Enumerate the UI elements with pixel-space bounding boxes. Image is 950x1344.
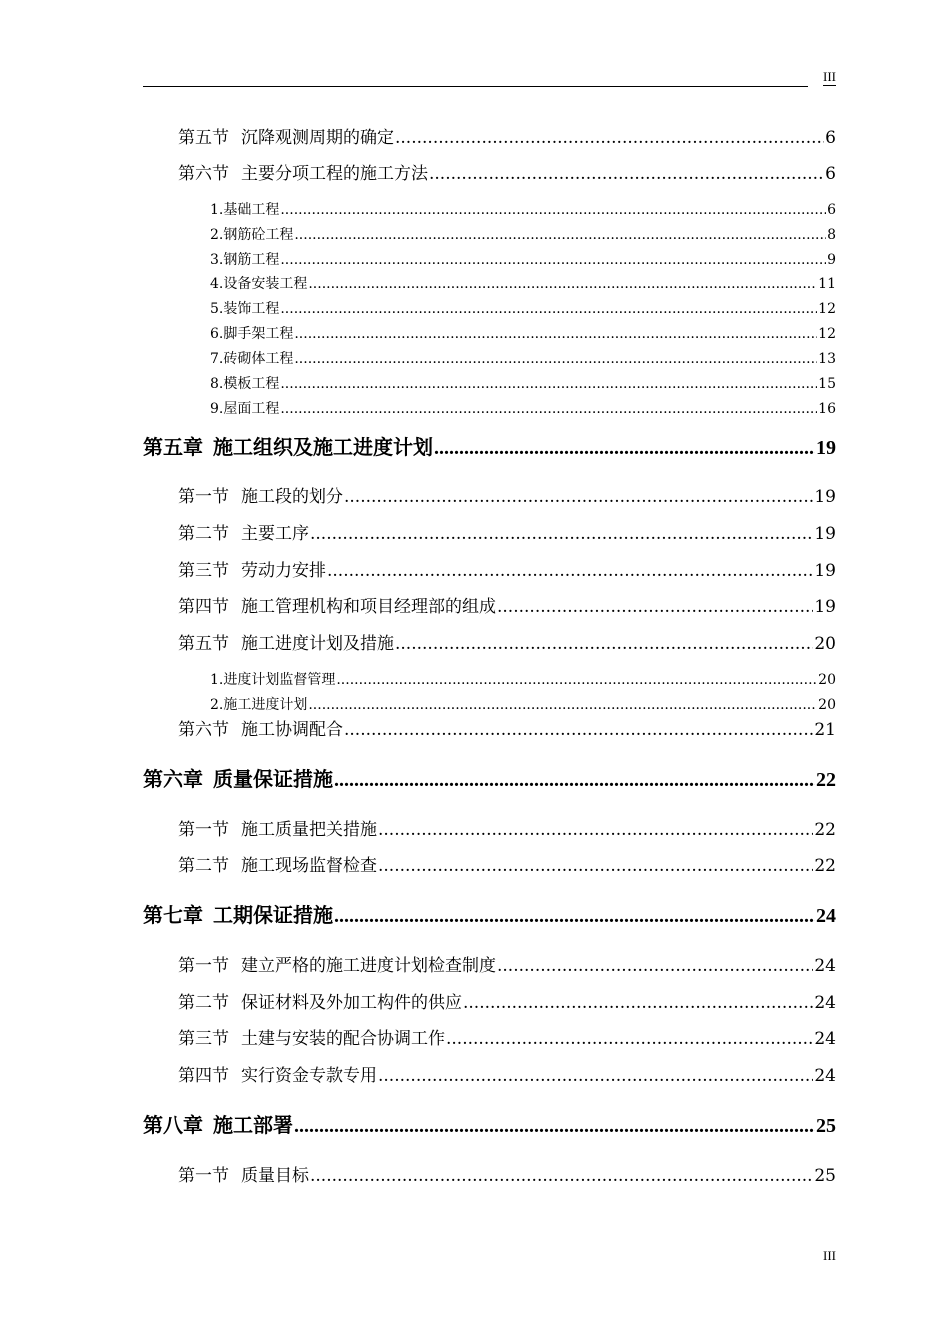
toc-entry-number: 第一节 [178,1166,229,1186]
toc-entry-number: 第四节 [178,1066,229,1086]
toc-entry-page-number: 22 [814,856,836,876]
dot-leader [463,992,813,1014]
toc-entry-page-number: 15 [818,376,836,392]
toc-entry-title: 主要工序 [241,524,309,544]
toc-entry-label [210,350,293,368]
toc-section-entry[interactable] [178,163,836,185]
toc-entry-title: 钢筋工程 [223,252,280,268]
dot-leader [334,902,815,930]
toc-entry-number: 第五章 [143,435,203,459]
toc-section-entry[interactable] [178,955,836,977]
toc-entry-label [178,819,377,841]
toc-entry-title: 模板工程 [223,376,280,392]
toc-entry-page-number: 19 [814,487,836,507]
toc-entry-number: 第七章 [143,903,203,927]
dot-leader [378,1065,813,1087]
toc-entry-title: 土建与安装的配合协调工作 [241,1029,445,1049]
toc-entry-title: 主要分项工程的施工方法 [241,164,428,184]
toc-entry-page-number: 24 [814,993,836,1013]
toc-entry-number: 第六节 [178,720,229,740]
toc-section-entry[interactable] [178,633,836,655]
dot-leader [446,1028,813,1050]
toc-entry-title: 设备安装工程 [223,276,308,292]
toc-entry-label [210,275,307,293]
toc-item-entry[interactable] [210,696,836,714]
toc-entry-page-number: 20 [818,672,836,688]
toc-entry-number: 4. [210,276,224,292]
toc-entry-page-number: 8 [827,227,836,243]
toc-entry-title: 钢筋砼工程 [223,227,294,243]
toc-entry-title: 施工组织及施工进度计划 [213,435,433,459]
toc-section-entry[interactable] [178,992,836,1014]
toc-entry-number: 3. [210,252,224,268]
toc-entry-title: 质量目标 [241,1166,309,1186]
toc-entry-number: 第六节 [178,164,229,184]
toc-section-entry[interactable] [178,1065,836,1087]
toc-entry-number: 1. [210,672,224,688]
toc-section-entry[interactable] [178,486,836,508]
toc-entry-title: 施工部署 [213,1113,293,1137]
dot-leader [308,275,817,293]
toc-entry-title: 建立严格的施工进度计划检查制度 [241,956,496,976]
toc-entry-page-number: 6 [827,202,836,218]
toc-entry-number: 1. [210,202,224,218]
header-rule [143,86,808,87]
toc-entry-title: 实行资金专款专用 [241,1066,377,1086]
dot-leader [434,434,815,462]
toc-entry-page-number: 6 [825,128,836,148]
toc-entry-number: 6. [210,326,224,342]
toc-entry-number: 9. [210,401,224,417]
toc-section-entry[interactable] [178,1028,836,1050]
toc-entry-title: 质量保证措施 [213,767,333,791]
toc-entry-label [178,163,428,185]
toc-section-entry[interactable] [178,127,836,149]
toc-section-entry[interactable] [178,560,836,582]
dot-leader [378,819,813,841]
toc-entry-label [178,486,343,508]
toc-entry-page-number: 22 [816,769,836,791]
toc-entry-label [178,633,394,655]
toc-entry-title: 施工现场监督检查 [241,856,377,876]
toc-entry-label [178,523,309,545]
toc-entry-number: 第八章 [143,1113,203,1137]
toc-entry-page-number: 24 [814,1066,836,1086]
toc-entry-title: 装饰工程 [223,301,280,317]
toc-entry-label [210,696,307,714]
dot-leader [336,671,817,689]
dot-leader [310,523,813,545]
toc-entry-page-number: 25 [814,1166,836,1186]
toc-entry-label [178,955,496,977]
toc-entry-label [178,127,394,149]
toc-entry-title: 劳动力安排 [241,561,326,581]
toc-entry-title: 基础工程 [223,202,280,218]
toc-entry-number: 第三节 [178,561,229,581]
toc-chapter-entry[interactable] [143,901,836,929]
toc-entry-page-number: 12 [818,301,836,317]
dot-leader [327,560,813,582]
toc-entry-label [143,433,433,461]
toc-entry-page-number: 6 [825,164,836,184]
toc-item-entry[interactable] [210,275,836,293]
dot-leader [378,855,813,877]
toc-entry-label [143,1111,293,1139]
toc-entry-page-number: 13 [818,351,836,367]
toc-entry-title: 进度计划监督管理 [223,672,336,688]
toc-entry-number: 7. [210,351,224,367]
toc-entry-title: 沉降观测周期的确定 [241,128,394,148]
toc-entry-title: 施工协调配合 [241,720,343,740]
toc-item-entry[interactable] [210,671,836,689]
dot-leader [429,163,824,185]
toc-section-entry[interactable] [178,596,836,618]
toc-item-entry[interactable] [210,400,836,418]
toc-entry-number: 2. [210,697,224,713]
dot-leader [308,696,817,714]
toc-entry-title: 保证材料及外加工构件的供应 [241,993,462,1013]
dot-leader [280,300,817,318]
toc-entry-label [178,855,377,877]
toc-entry-page-number: 19 [816,437,836,459]
dot-leader [344,719,813,741]
dot-leader [280,400,817,418]
toc-entry-label [210,325,293,343]
toc-entry-number: 第五节 [178,634,229,654]
toc-entry-label [210,251,279,269]
toc-item-entry[interactable] [210,300,836,318]
toc-entry-title: 砖砌体工程 [223,351,294,367]
toc-entry-label [210,300,279,318]
dot-leader [294,325,817,343]
toc-entry-page-number: 12 [818,326,836,342]
toc-section-entry[interactable] [178,523,836,545]
toc-entry-label [210,671,335,689]
toc-entry-label [178,1065,377,1087]
toc-entry-label [143,765,333,793]
toc-entry-number: 第一节 [178,820,229,840]
toc-entry-page-number: 22 [814,820,836,840]
toc-item-entry[interactable] [210,325,836,343]
toc-entry-number: 第六章 [143,767,203,791]
toc-entry-page-number: 19 [814,524,836,544]
toc-entry-page-number: 24 [814,956,836,976]
toc-entry-number: 第四节 [178,597,229,617]
toc-entry-number: 第三节 [178,1029,229,1049]
dot-leader [334,766,815,794]
dot-leader [280,251,826,269]
toc-entry-title: 施工质量把关措施 [241,820,377,840]
toc-entry-title: 施工管理机构和项目经理部的组成 [241,597,496,617]
toc-entry-label [178,1165,309,1187]
toc-entry-label [178,719,343,741]
toc-item-entry[interactable] [210,350,836,368]
toc-entry-page-number: 25 [816,1115,836,1137]
dot-leader [344,486,813,508]
toc-entry-label [210,201,279,219]
dot-leader [395,127,824,149]
dot-leader [280,375,817,393]
toc-item-entry[interactable] [210,226,836,244]
toc-entry-label [178,1028,445,1050]
toc-entry-label [178,992,462,1014]
dot-leader [497,955,813,977]
toc-entry-number: 8. [210,376,224,392]
toc-section-entry[interactable] [178,855,836,877]
toc-section-entry[interactable] [178,719,836,741]
toc-entry-number: 第五节 [178,128,229,148]
toc-entry-title: 施工进度计划及措施 [241,634,394,654]
toc-entry-number: 第一节 [178,956,229,976]
toc-entry-page-number: 11 [818,276,836,292]
dot-leader [280,201,826,219]
toc-entry-title: 脚手架工程 [223,326,294,342]
toc-entry-title: 屋面工程 [223,401,280,417]
toc-entry-number: 2. [210,227,224,243]
toc-chapter-entry[interactable] [143,1111,836,1139]
dot-leader [395,633,813,655]
toc-entry-number: 第一节 [178,487,229,507]
toc-entry-page-number: 16 [818,401,836,417]
toc-entry-number: 第二节 [178,856,229,876]
toc-entry-page-number: 20 [814,634,836,654]
toc-entry-label [178,560,326,582]
toc-entry-label [178,596,496,618]
toc-entry-number: 第二节 [178,993,229,1013]
toc-entry-label [210,375,279,393]
dot-leader [497,596,813,618]
toc-entry-page-number: 19 [814,597,836,617]
toc-entry-label [210,400,279,418]
footer-page-number: III [823,1248,836,1263]
toc-entry-title: 工期保证措施 [213,903,333,927]
toc-entry-label [143,901,333,929]
dot-leader [294,350,817,368]
toc-entry-label [210,226,293,244]
dot-leader [294,226,826,244]
toc-entry-page-number: 24 [816,905,836,927]
toc-section-entry[interactable] [178,819,836,841]
toc-entry-number: 5. [210,301,224,317]
toc-item-entry[interactable] [210,375,836,393]
toc-entry-page-number: 9 [827,252,836,268]
toc-item-entry[interactable] [210,201,836,219]
toc-entry-page-number: 19 [814,561,836,581]
toc-chapter-entry[interactable] [143,765,836,793]
toc-entry-page-number: 20 [818,697,836,713]
toc-chapter-entry[interactable] [143,433,836,461]
dot-leader [310,1165,813,1187]
toc-entry-number: 第二节 [178,524,229,544]
toc-section-entry[interactable] [178,1165,836,1187]
toc-entry-title: 施工进度计划 [223,697,308,713]
toc-entry-title: 施工段的划分 [241,487,343,507]
toc-item-entry[interactable] [210,251,836,269]
header-page-number: III [823,69,836,84]
toc-entry-page-number: 24 [814,1029,836,1049]
dot-leader [294,1112,815,1140]
toc-entry-page-number: 21 [814,720,836,740]
